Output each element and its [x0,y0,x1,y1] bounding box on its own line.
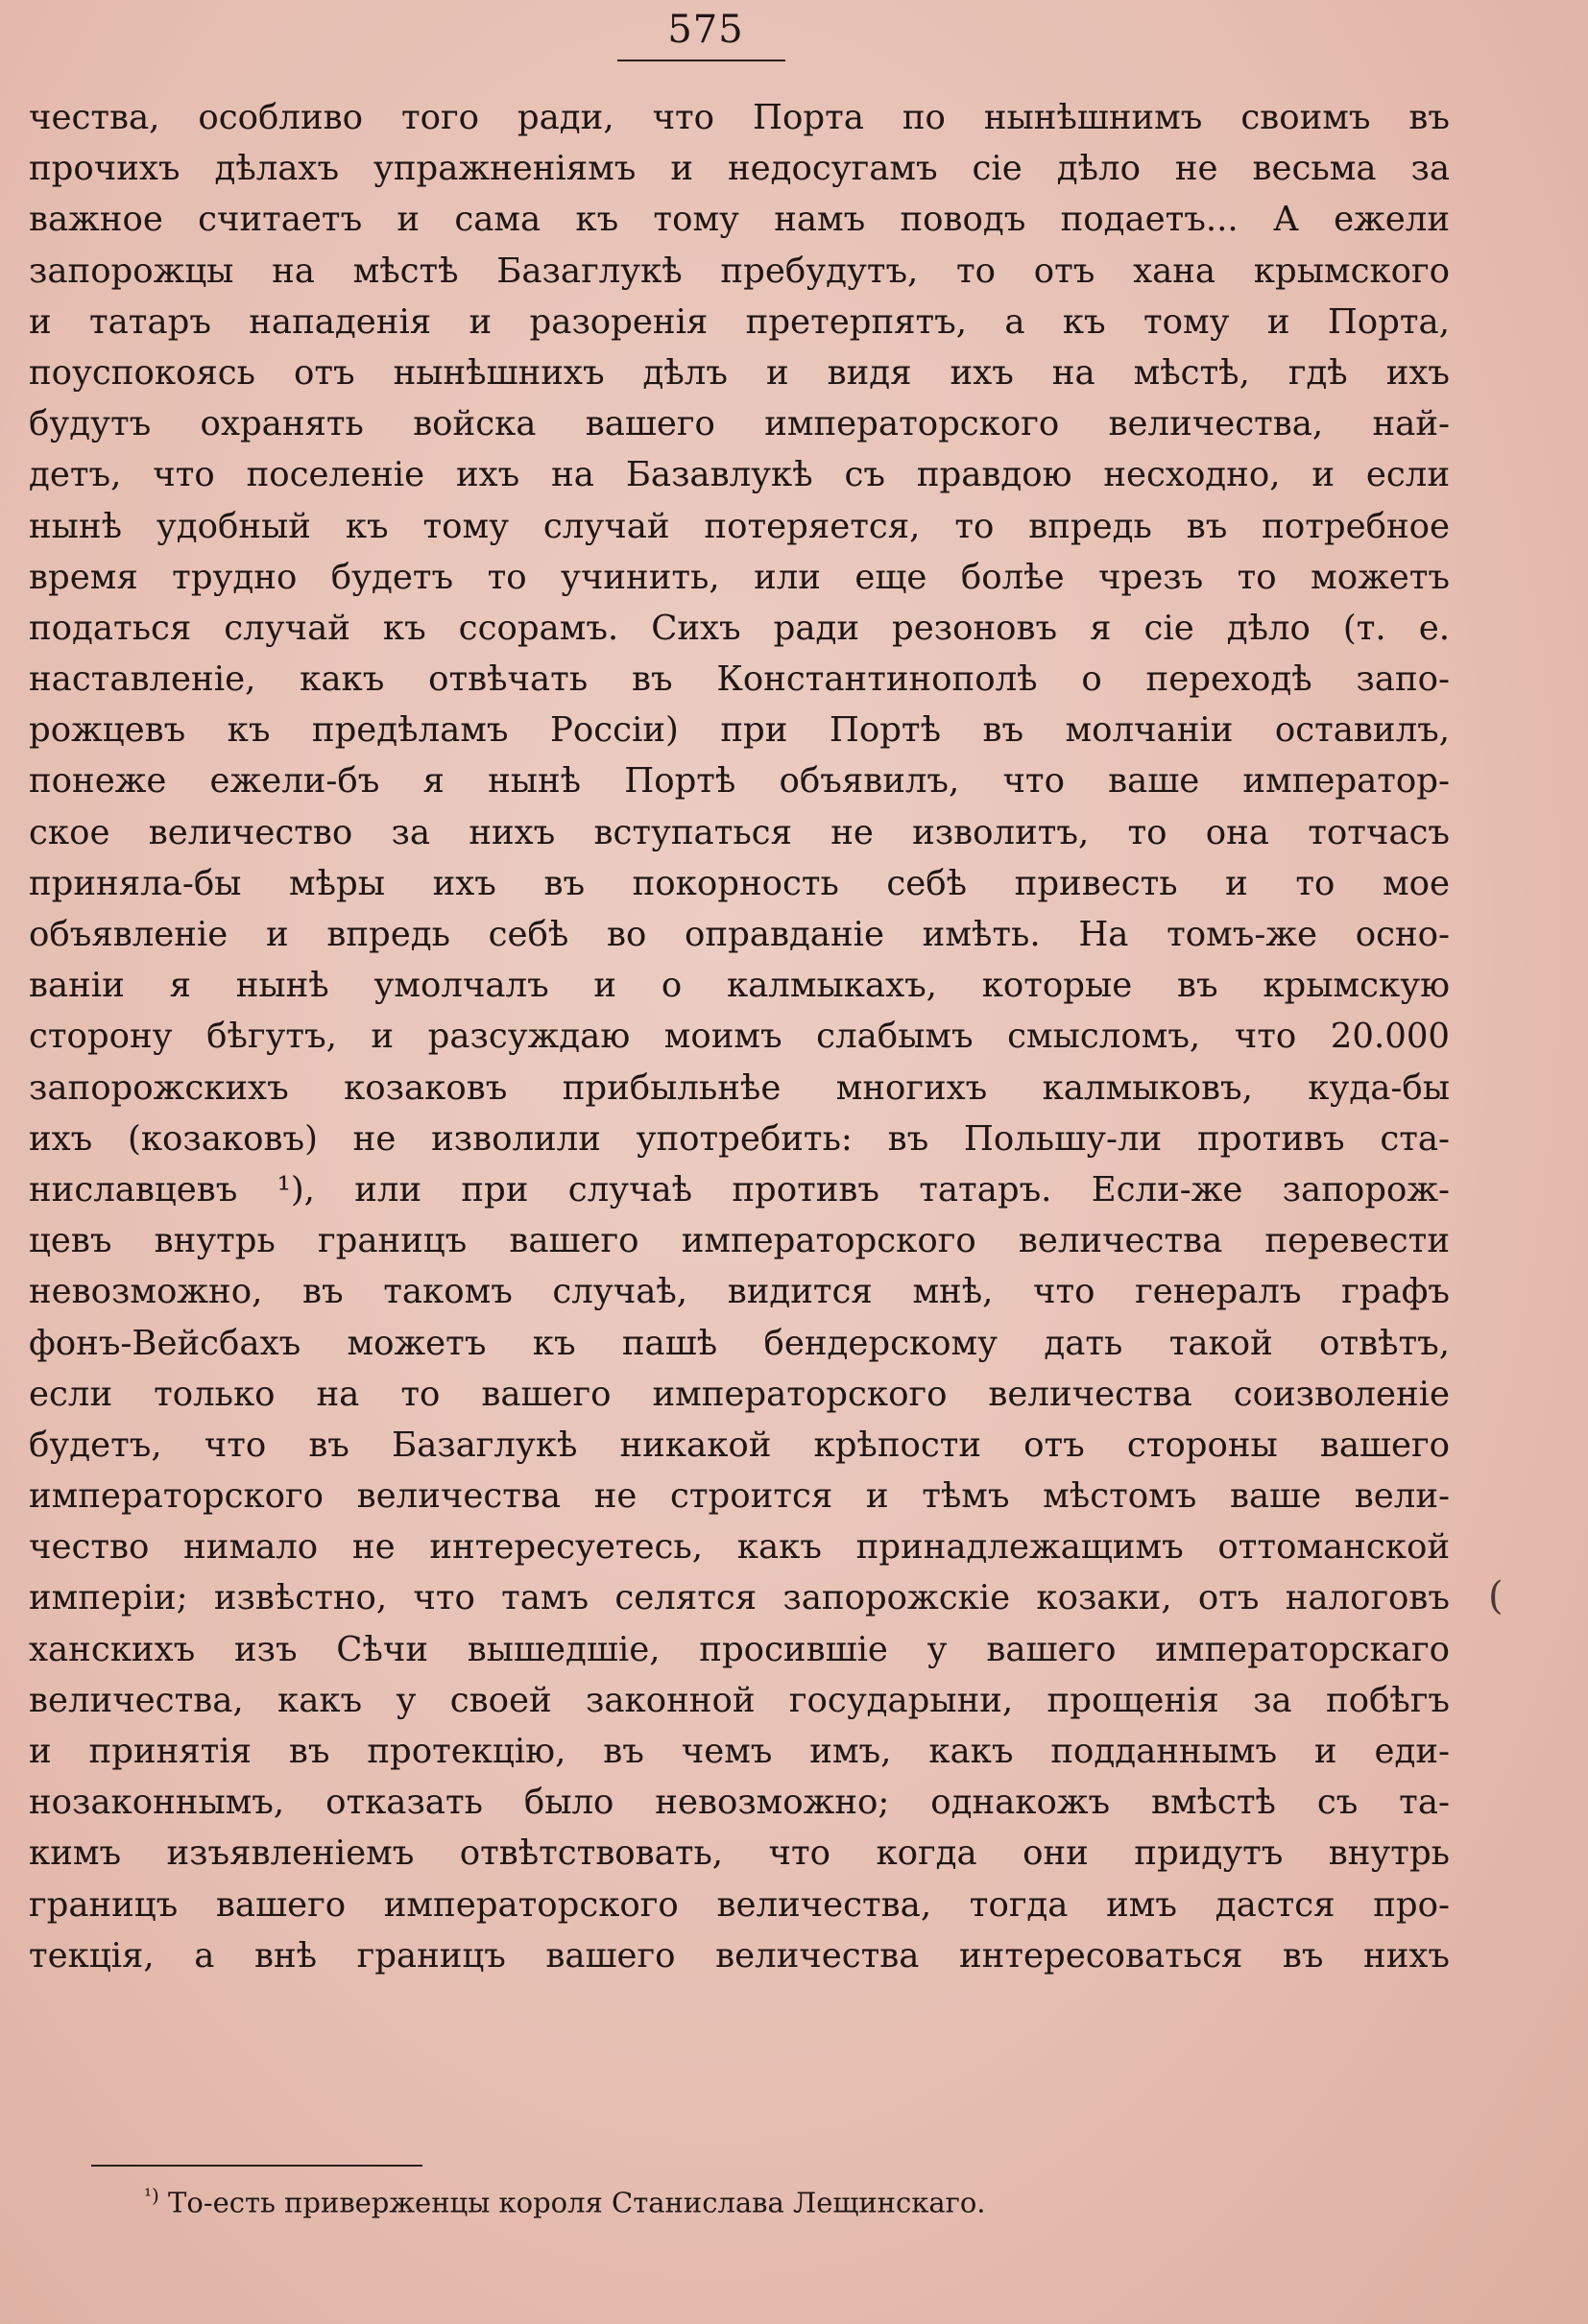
text-line: время трудно будетъ то учинить, или еще болѣе чрезъ то можетъ [29,557,1450,597]
body-text [29,92,1450,1981]
text-line: прочихъ дѣлахъ упражненіямъ и недосугамъ сіе дѣло не весьма за [29,149,1450,189]
text-line: понеже ежели-бъ я нынѣ Портѣ объявилъ, что ваше император- [29,761,1450,802]
text-line: ниславцевъ ¹), или при случаѣ противъ татаръ. Если-же запорож- [29,1169,1450,1210]
text-line: текція, а внѣ границъ вашего величества интересоваться въ нихъ [29,1935,1450,1976]
text-line: рожцевъ къ предѣламъ Россіи) при Портѣ въ молчаніи оставилъ, [29,710,1450,751]
text-line: нозаконнымъ, отказать было невозможно; однакожъ вмѣстѣ съ та- [29,1783,1450,1823]
text-line: поуспокоясь отъ нынѣшнихъ дѣлъ и видя ихъ на мѣстѣ, гдѣ ихъ [29,352,1450,393]
text-line: ихъ (козаковъ) не изволили употребить: въ Польшу-ли противъ ста- [29,1118,1450,1159]
text-line: границъ вашего императорского величества, тогда имъ дастся про- [29,1884,1450,1925]
text-line: фонъ-Вейсбахъ можетъ къ пашѣ бендерскому дать такой отвѣтъ, [29,1323,1450,1363]
text-line: величества, какъ у своей законной государыни, прощенія за побѣгъ [29,1680,1450,1720]
margin-pencil-mark: ( [1488,1574,1504,1618]
footnote-marker: ¹) [144,2184,159,2207]
header-rule [617,60,785,61]
footnote [144,2184,986,2219]
text-line: императорского величества не строится и тѣмъ мѣстомъ ваше вели- [29,1476,1450,1517]
text-line: запорожцы на мѣстѣ Базаглукѣ пребудутъ, то отъ хана крымского [29,251,1450,291]
footnote-text: То-есть приверженцы короля Станислава Лещинскаго. [168,2186,986,2219]
page-number: 575 [667,8,744,52]
text-line: если только на то вашего императорского величества соизволеніе [29,1374,1450,1414]
text-line: чество нимало не интересуетесь, какъ принадлежащимъ оттоманской [29,1527,1450,1568]
text-line: наставленіе, какъ отвѣчать въ Константинополѣ о переходѣ запо- [29,659,1450,700]
text-line: нынѣ удобный къ тому случай потеряется, то впредь въ потребное [29,506,1450,546]
text-line: податься случай къ ссорамъ. Сихъ ради резоновъ я сіе дѣло (т. е. [29,608,1450,648]
text-line: имперіи; извѣстно, что тамъ селятся запорожскіе козаки, отъ налоговъ [29,1578,1450,1618]
text-line: чества, особливо того ради, что Порта по нынѣшнимъ своимъ въ [29,98,1450,137]
text-line: ваніи я нынѣ умолчалъ и о калмыкахъ, которые въ крымскую [29,966,1450,1006]
text-line: будетъ, что въ Базаглукѣ никакой крѣпости отъ стороны вашего [29,1425,1450,1465]
text-line: объявленіе и впредь себѣ во оправданіе имѣть. На томъ-же осно- [29,915,1450,954]
text-line: важное считаетъ и сама къ тому намъ поводъ подаетъ... А ежели [29,200,1450,240]
text-line: невозможно, въ такомъ случаѣ, видится мнѣ, что генералъ графъ [29,1272,1450,1312]
text-line: цевъ внутрь границъ вашего императорского величества перевести [29,1221,1450,1261]
text-line: детъ, что поселеніе ихъ на Базавлукѣ съ правдою несходно, и если [29,455,1450,495]
text-line: запорожскихъ козаковъ прибыльнѣе многихъ калмыковъ, куда-бы [29,1067,1450,1108]
text-line: сторону бѣгутъ, и разсуждаю моимъ слабымъ смысломъ, что 20.000 [29,1017,1450,1057]
text-line: и татаръ нападенія и разоренія претерпятъ, а къ тому и Порта, [29,301,1450,342]
text-line: будутъ охранять войска вашего императорского величества, най- [29,404,1450,444]
text-line: кимъ изъявленіемъ отвѣтствовать, что когда они придутъ внутрь [29,1833,1450,1874]
footnote-rule [91,2165,422,2167]
text-line: приняла-бы мѣры ихъ въ покорность себѣ привесть и то мое [29,863,1450,903]
text-line: ское величество за нихъ вступаться не изволитъ, то она тотчасъ [29,812,1450,852]
text-line: ханскихъ изъ Сѣчи вышедшіе, просившіе у вашего императорскаго [29,1629,1450,1669]
text-line: и принятія въ протекцію, въ чемъ имъ, какъ подданнымъ и еди- [29,1732,1450,1771]
